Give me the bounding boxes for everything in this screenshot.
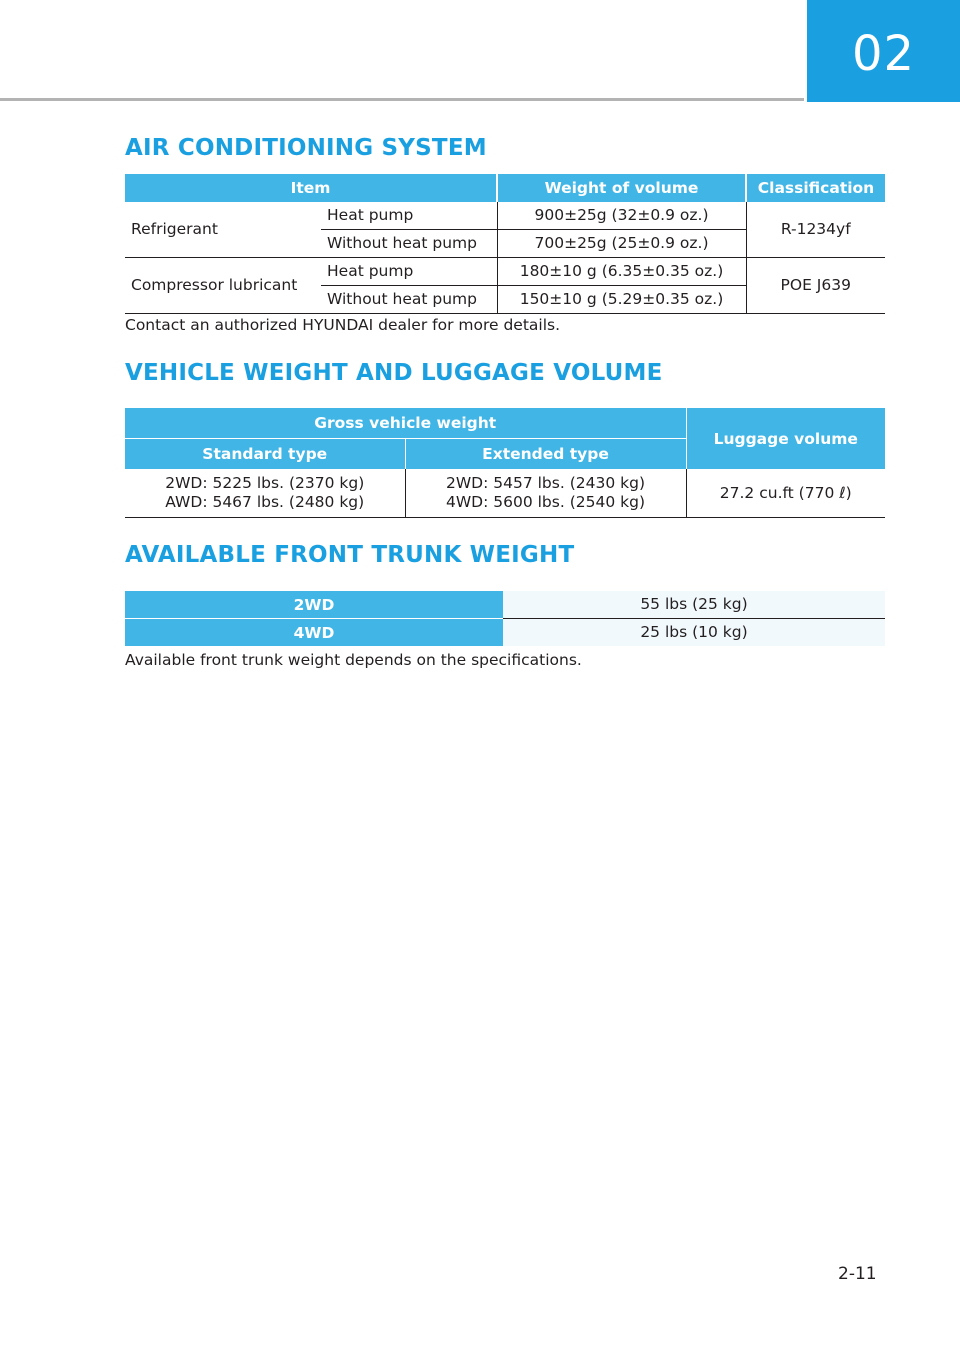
luggage-volume-header: Luggage volume: [686, 408, 885, 469]
front-trunk-value-2wd: 55 lbs (25 kg): [503, 591, 885, 619]
ac-header-classification: Classification: [746, 174, 885, 202]
lubricant-type-2: Without heat pump: [321, 286, 497, 314]
ac-heading: AIR CONDITIONING SYSTEM: [125, 135, 487, 161]
table-row: [125, 258, 885, 286]
extended-weight-cell: [405, 469, 686, 518]
vw-header-row: [125, 408, 885, 439]
refrigerant-weight-1: 900±25g (32±0.9 oz.): [497, 202, 746, 230]
refrigerant-classification: R-1234yf: [746, 202, 885, 258]
extended-type-header: Extended type: [405, 439, 686, 470]
table-row: [125, 619, 885, 647]
standard-type-header: Standard type: [125, 439, 405, 470]
vehicle-weight-table: [125, 408, 885, 518]
front-trunk-value-4wd: 25 lbs (10 kg): [503, 619, 885, 647]
standard-weight-line-2: AWD: 5467 lbs. (2480 kg): [165, 493, 365, 511]
gross-weight-header: Gross vehicle weight: [125, 408, 686, 439]
front-trunk-table: [125, 591, 885, 646]
table-row: [125, 202, 885, 230]
front-trunk-label-4wd: 4WD: [125, 619, 503, 647]
standard-weight-cell: [125, 469, 405, 518]
ac-header-item: Item: [125, 174, 497, 202]
luggage-volume-value: 27.2 cu.ft (770 ℓ): [686, 469, 885, 518]
lubricant-weight-2: 150±10 g (5.29±0.35 oz.): [497, 286, 746, 314]
extended-weight-line-1: 2WD: 5457 lbs. (2430 kg): [445, 474, 645, 492]
front-trunk-heading: AVAILABLE FRONT TRUNK WEIGHT: [125, 542, 575, 568]
lubricant-type-1: Heat pump: [321, 258, 497, 286]
lubricant-classification: POE J639: [746, 258, 885, 314]
ac-note: Contact an authorized HYUNDAI dealer for more details.: [125, 316, 561, 334]
refrigerant-label: Refrigerant: [125, 202, 321, 258]
table-row: [125, 591, 885, 619]
refrigerant-type-1: Heat pump: [321, 202, 497, 230]
extended-weight-line-2: 4WD: 5600 lbs. (2540 kg): [445, 493, 645, 511]
standard-weight-line-1: 2WD: 5225 lbs. (2370 kg): [165, 474, 365, 492]
table-row: [125, 469, 885, 518]
refrigerant-type-2: Without heat pump: [321, 230, 497, 258]
ac-header-weight: Weight of volume: [497, 174, 746, 202]
vehicle-weight-heading: VEHICLE WEIGHT AND LUGGAGE VOLUME: [125, 360, 663, 386]
ac-table: [125, 174, 885, 314]
lubricant-label: Compressor lubricant: [125, 258, 321, 314]
refrigerant-weight-2: 700±25g (25±0.9 oz.): [497, 230, 746, 258]
header-rule: [0, 98, 804, 101]
front-trunk-note: Available front trunk weight depends on the specifications.: [125, 651, 582, 669]
ac-header-row: [125, 174, 885, 202]
page-number: 2-11: [838, 1264, 877, 1284]
front-trunk-label-2wd: 2WD: [125, 591, 503, 619]
lubricant-weight-1: 180±10 g (6.35±0.35 oz.): [497, 258, 746, 286]
chapter-tab: 02: [807, 0, 960, 102]
